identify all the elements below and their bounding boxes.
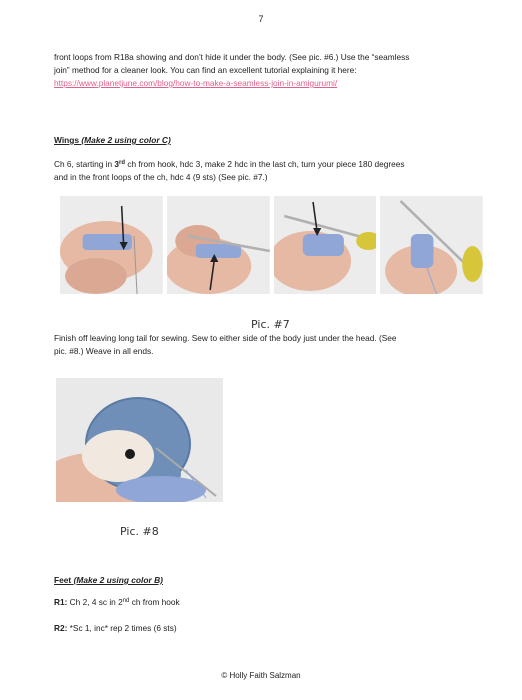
pic-8-photo [56, 378, 223, 502]
wings-instr-line-2: and in the front loops of the ch, hdc 4 (9 sts) (See pic. #7.) [54, 172, 268, 182]
wings-instructions [54, 157, 484, 184]
pic-7-step-4-photo [380, 196, 483, 294]
intro-paragraph [54, 51, 484, 90]
wings-heading-title: Wings [54, 135, 80, 145]
round-1-label: R1: [54, 597, 68, 607]
feet-heading [54, 575, 163, 585]
intro-line-2: join” method for a cleaner look. You can find an excellent tutorial explaining it here: [54, 65, 357, 75]
round-1-text-a: Ch 2, 4 sc in 2 [67, 597, 123, 607]
feet-heading-title: Feet [54, 575, 72, 585]
finish-line-1: Finish off leaving long tail for sewing. Sew to either side of the body just under the head. (See [54, 333, 397, 343]
wings-instr-a: Ch 6, starting in [54, 159, 115, 169]
copyright-footer: © Holly Faith Salzman [221, 671, 301, 680]
round-1-text-b: ch from hook [129, 597, 180, 607]
tutorial-link[interactable]: https://www.planetjune.com/blog/how-to-make-a-seamless-join-in-amigurumi/ [54, 78, 338, 88]
pic-7-caption: Pic. #7 [251, 318, 290, 331]
wings-instr-b: ch from hook, hdc 3, make 2 hdc in the last ch, turn your piece 180 degrees [125, 159, 405, 169]
pic-8-caption: Pic. #8 [120, 525, 159, 538]
pic-7-step-3-photo [274, 196, 377, 294]
pic-7-step-2-photo [167, 196, 270, 294]
page-number: 7 [258, 14, 264, 24]
wings-ordinal-suffix: rd [119, 160, 126, 166]
feet-heading-note: (Make 2 using color B) [73, 575, 163, 585]
wings-ordinal-number: 3 [114, 159, 120, 169]
wings-heading-note: (Make 2 using color C) [81, 135, 171, 145]
round-1-sup: nd [122, 598, 130, 604]
finish-paragraph [54, 332, 484, 358]
feet-round-2 [54, 623, 177, 633]
wings-heading [54, 135, 171, 145]
feet-round-1 [54, 597, 180, 607]
pic-7-step-1-photo [60, 196, 163, 294]
intro-line-1: front loops from R18a showing and don’t hide it under the body. (See pic. #6.) Use the “seamless [54, 52, 410, 62]
pic-7-photo-strip [60, 196, 483, 294]
round-2-label: R2: [54, 623, 68, 633]
round-2-text: *Sc 1, inc* rep 2 times (6 sts) [67, 623, 177, 633]
finish-line-2: pic. #8.) Weave in all ends. [54, 346, 154, 356]
